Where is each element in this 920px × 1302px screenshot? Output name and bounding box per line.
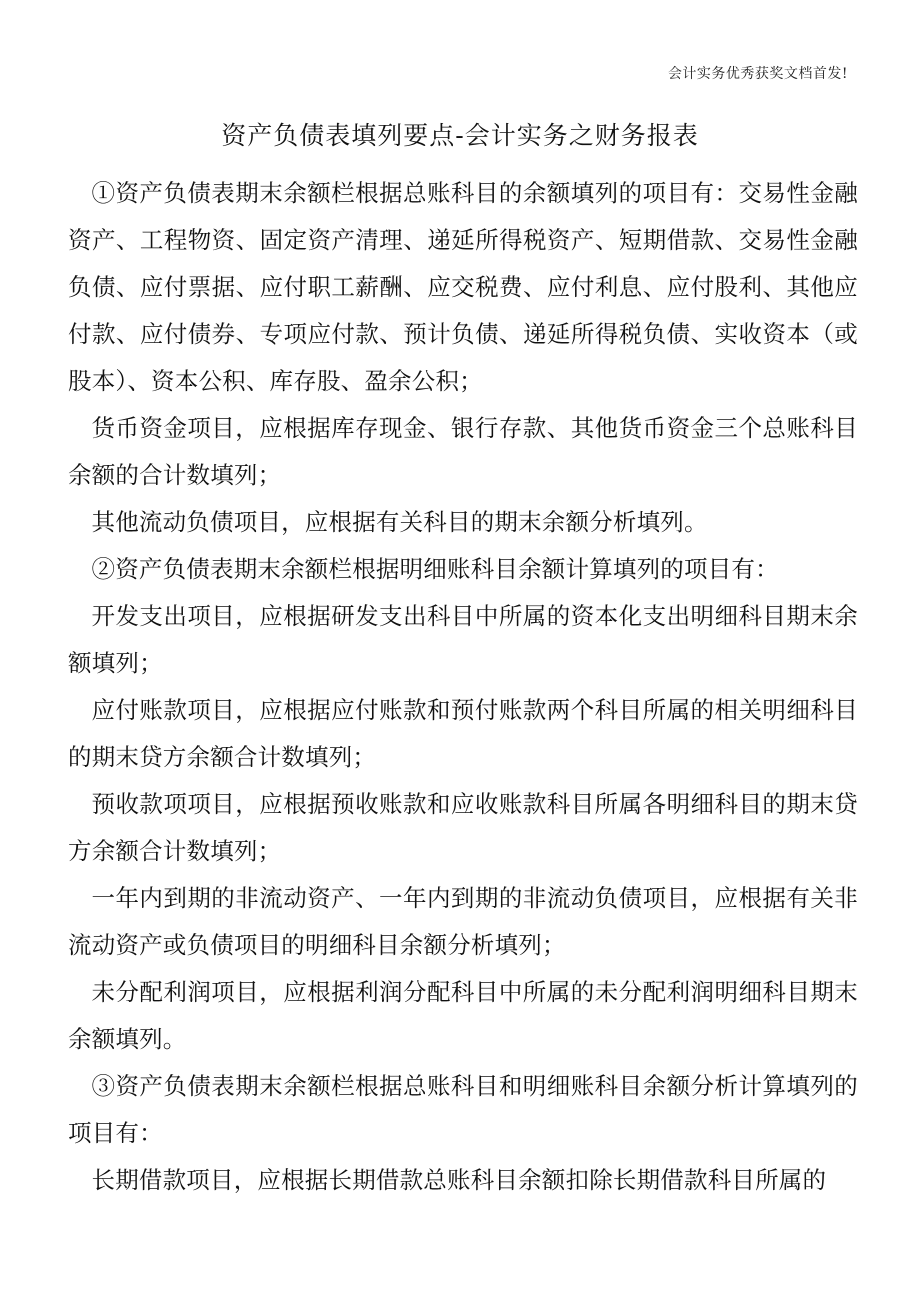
paragraph: 长期借款项目，应根据长期借款总账科目余额扣除长期借款科目所属的 [91,1166,827,1194]
paragraph: 应付账款项目，应根据应付账款和预付账款两个科目所属的相关明细科目的期末贷方余额合计数填列； [68,696,858,771]
header-note: 会计实务优秀获奖文档首发! [667,66,848,82]
paragraph: ①资产负债表期末余额栏根据总账科目的余额填列的项目有：交易性金融资产、工程物资、固定资产清理、递延所得税资产、短期借款、交易性金融负债、应付票据、应付职工薪酬、应交税费、应付利息、应付股利、其他应付款、应付债券、专项应付款、预计负债、递延所得税负债、实收资本（或股本）、资本公积、库存股、盈余公积； [68,179,858,395]
paragraph: ②资产负债表期末余额栏根据明细账科目余额计算填列的项目有： [91,555,779,583]
paragraph: 一年内到期的非流动资产、一年内到期的非流动负债项目，应根据有关非流动资产或负债项目的明细科目余额分析填列； [68,884,858,959]
document-title: 资产负债表填列要点-会计实务之财务报表 [221,121,699,150]
paragraph: 开发支出项目，应根据研发支出科目中所属的资本化支出明细科目期末余额填列； [68,602,858,677]
paragraph: 货币资金项目，应根据库存现金、银行存款、其他货币资金三个总账科目余额的合计数填列； [68,414,858,489]
paragraph: 预收款项项目，应根据预收账款和应收账款科目所属各明细科目的期末贷方余额合计数填列； [68,790,858,865]
document-body [68,170,858,1204]
paragraph: 未分配利润项目，应根据利润分配科目中所属的未分配利润明细科目期末余额填列。 [68,978,858,1053]
paragraph: 其他流动负债项目，应根据有关科目的期末余额分析填列。 [91,508,708,536]
paragraph: ③资产负债表期末余额栏根据总账科目和明细账科目余额分析计算填列的项目有： [68,1072,858,1147]
